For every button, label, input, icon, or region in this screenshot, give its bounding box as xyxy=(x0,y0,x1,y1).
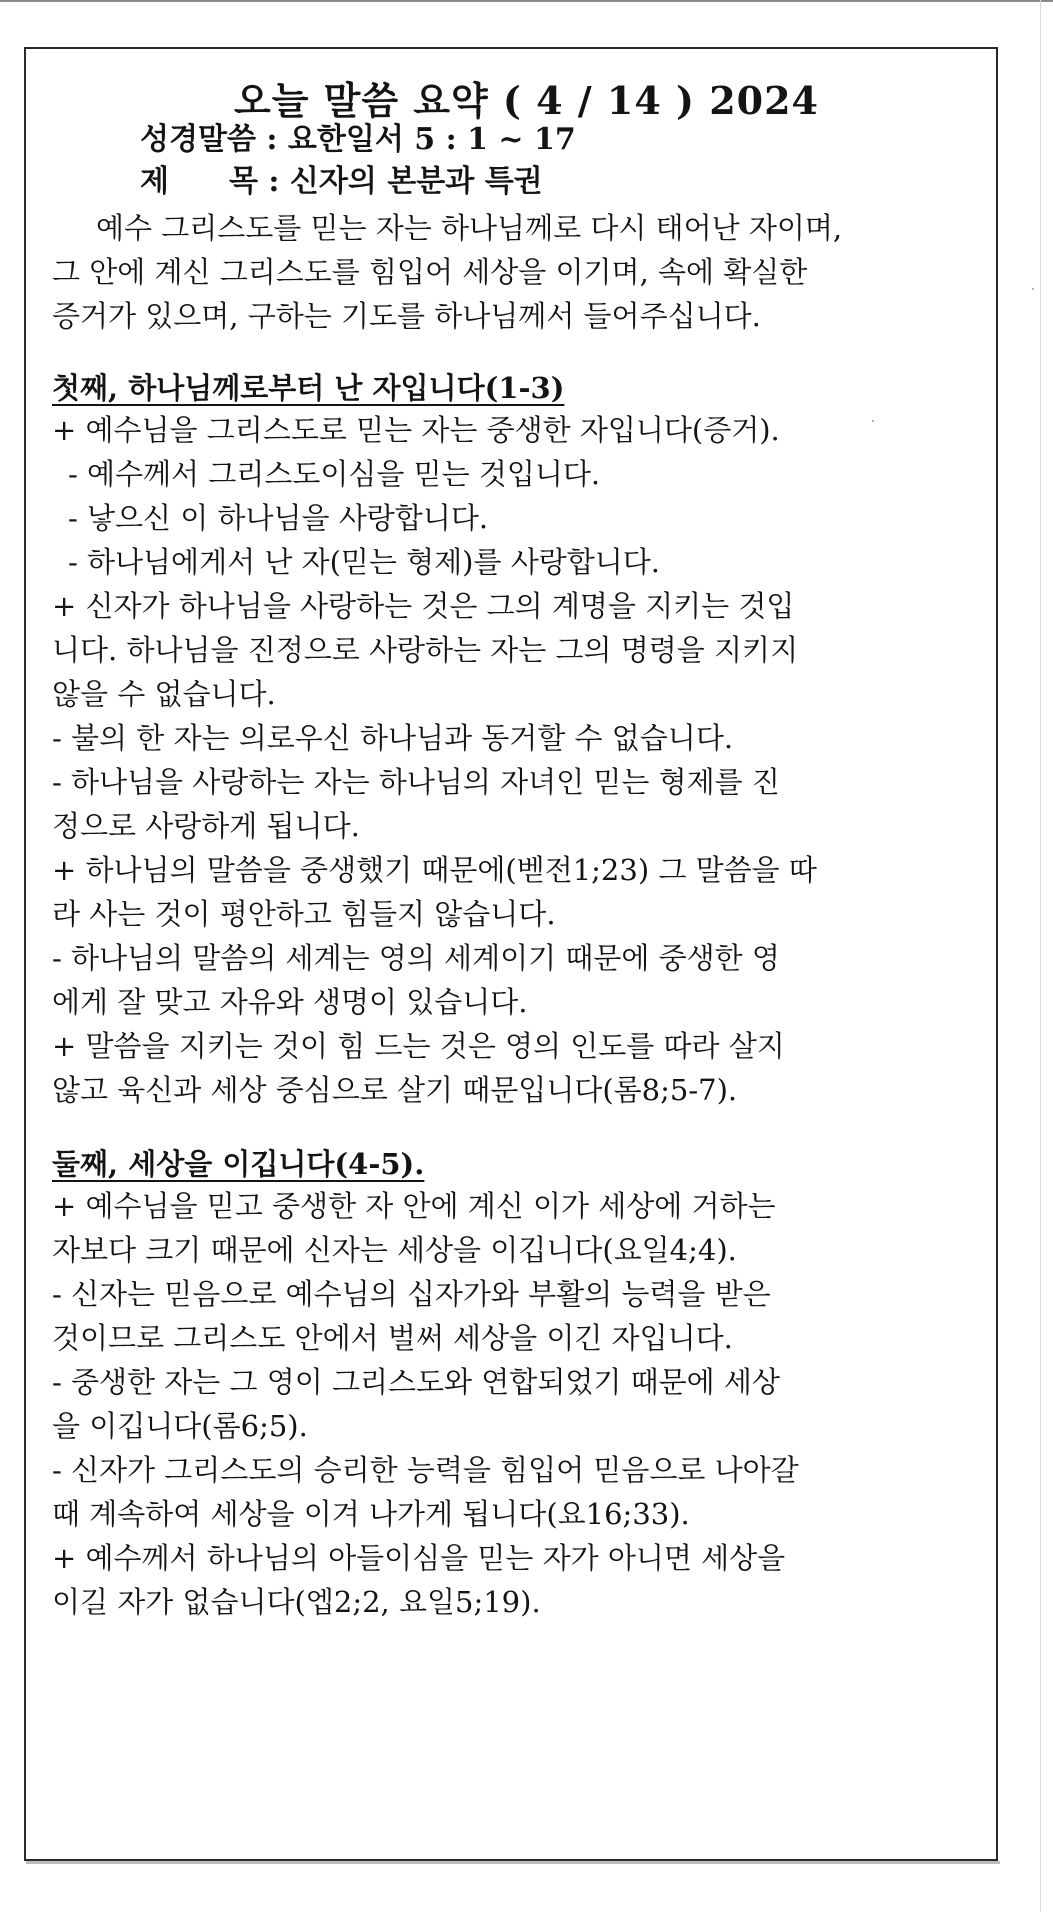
section2-line: 때 계속하여 세상을 이겨 나가게 됩니다(요16;33). xyxy=(52,1497,690,1531)
section1-line: + 하나님의 말씀을 중생했기 때문에(벧전1;23) 그 말씀을 따 xyxy=(52,853,817,887)
section2-line: - 중생한 자는 그 영이 그리스도와 연합되었기 때문에 세상 xyxy=(52,1365,780,1399)
section1-line: - 하나님에게서 난 자(믿는 형제)를 사랑합니다. xyxy=(68,545,660,579)
sermon-subject: 제 목 : 신자의 본분과 특권 xyxy=(140,164,543,199)
section2-line: - 신자는 믿음으로 예수님의 십자가와 부활의 능력을 받은 xyxy=(52,1277,771,1311)
section1-line: 라 사는 것이 평안하고 힘들지 않습니다. xyxy=(52,897,556,931)
section1-line: 니다. 하나님을 진정으로 사랑하는 자는 그의 명령을 지키지 xyxy=(52,633,799,667)
scan-speck xyxy=(872,420,874,422)
section1-line: + 말씀을 지키는 것이 힘 드는 것은 영의 인도를 따라 살지 xyxy=(52,1029,785,1063)
intro-line: 예수 그리스도를 믿는 자는 하나님께로 다시 태어난 자이며, xyxy=(96,211,843,245)
scripture-reference: 성경말씀 : 요한일서 5 : 1 ~ 17 xyxy=(140,122,576,157)
section1-line: + 예수님을 그리스도로 믿는 자는 중생한 자입니다(증거). xyxy=(52,413,780,447)
section1-line: - 불의 한 자는 의로우신 하나님과 동거할 수 없습니다. xyxy=(52,721,734,755)
section2-line: + 예수께서 하나님의 아들이심을 믿는 자가 아니면 세상을 xyxy=(52,1541,786,1575)
scan-right-edge xyxy=(1040,0,1041,1912)
section1-line: - 하나님의 말씀의 세계는 영의 세계이기 때문에 중생한 영 xyxy=(52,941,780,975)
intro-line: 그 안에 계신 그리스도를 힘입어 세상을 이기며, 속에 확실한 xyxy=(52,255,808,289)
section2-line: + 예수님을 믿고 중생한 자 안에 계신 이가 세상에 거하는 xyxy=(52,1189,776,1223)
section-heading-first: 첫째, 하나님께로부터 난 자입니다(1-3) xyxy=(52,371,565,405)
section1-line: - 하나님을 사랑하는 자는 하나님의 자녀인 믿는 형제를 진 xyxy=(52,765,780,799)
section2-line: - 신자가 그리스도의 승리한 능력을 힘입어 믿음으로 나아갈 xyxy=(52,1453,799,1487)
section1-line: 않고 육신과 세상 중심으로 살기 때문입니다(롬8;5-7). xyxy=(52,1073,738,1107)
section2-line: 을 이깁니다(롬6;5). xyxy=(52,1409,308,1443)
section2-line: 것이므로 그리스도 안에서 벌써 세상을 이긴 자입니다. xyxy=(52,1321,733,1355)
section1-line: 에게 잘 맞고 자유와 생명이 있습니다. xyxy=(52,985,528,1019)
scan-speck xyxy=(1032,288,1034,290)
section1-line: - 낳으신 이 하나님을 사랑합니다. xyxy=(68,501,489,535)
section2-line: 이길 자가 없습니다(엡2;2, 요일5;19). xyxy=(52,1585,541,1619)
section1-line: + 신자가 하나님을 사랑하는 것은 그의 계명을 지키는 것입 xyxy=(52,589,795,623)
intro-line: 증거가 있으며, 구하는 기도를 하나님께서 들어주십니다. xyxy=(52,299,761,333)
scan-top-edge xyxy=(0,0,1053,2)
page-title: 오늘 말씀 요약 ( 4 / 14 ) 2024 xyxy=(233,78,819,123)
section1-line: 정으로 사랑하게 됩니다. xyxy=(52,809,360,843)
section1-line: - 예수께서 그리스도이심을 믿는 것입니다. xyxy=(68,457,601,491)
frame-shadow xyxy=(26,1861,1000,1864)
section1-line: 않을 수 없습니다. xyxy=(52,677,276,711)
section2-line: 자보다 크기 때문에 신자는 세상을 이깁니다(요일4;4). xyxy=(52,1233,737,1267)
section-heading-second: 둘째, 세상을 이깁니다(4-5). xyxy=(52,1147,425,1181)
